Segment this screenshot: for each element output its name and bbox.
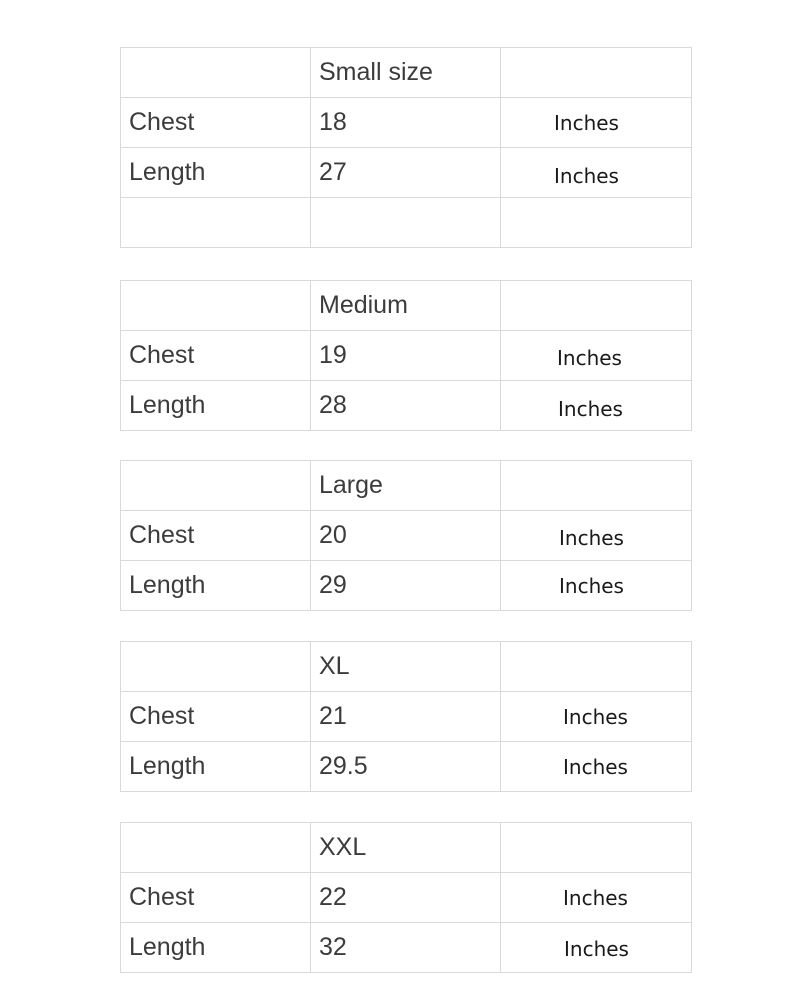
header-empty-cell <box>501 642 692 692</box>
row-unit: Inches <box>563 885 628 910</box>
row-value: 29.5 <box>311 742 501 792</box>
row-label: Chest <box>121 98 311 148</box>
table-row-chest <box>121 873 692 923</box>
row-unit: Inches <box>558 396 623 421</box>
table-row-length <box>121 923 692 973</box>
row-label: Chest <box>121 511 311 561</box>
row-unit: Inches <box>557 345 622 370</box>
table-row-length <box>121 742 692 792</box>
row-label: Length <box>121 742 311 792</box>
row-label: Length <box>121 923 311 973</box>
table-row-length <box>121 561 692 611</box>
size-table-xxl <box>120 822 692 973</box>
row-value: 29 <box>311 561 501 611</box>
table-row-chest <box>121 331 692 381</box>
header-empty-cell <box>121 281 311 331</box>
table-row-chest <box>121 98 692 148</box>
row-value: 28 <box>311 381 501 431</box>
row-unit: Inches <box>563 704 628 729</box>
size-name: XXL <box>311 823 501 873</box>
table-row-chest <box>121 511 692 561</box>
empty-cell <box>311 198 501 248</box>
row-value: 27 <box>311 148 501 198</box>
header-empty-cell <box>121 48 311 98</box>
table-row-length <box>121 381 692 431</box>
row-value: 32 <box>311 923 501 973</box>
header-empty-cell <box>501 461 692 511</box>
header-empty-cell <box>121 823 311 873</box>
header-empty-cell <box>501 823 692 873</box>
row-label: Chest <box>121 692 311 742</box>
row-label: Length <box>121 561 311 611</box>
row-label: Chest <box>121 873 311 923</box>
empty-cell <box>121 198 311 248</box>
header-empty-cell <box>121 642 311 692</box>
header-empty-cell <box>501 281 692 331</box>
size-name: Medium <box>311 281 501 331</box>
row-unit: Inches <box>554 110 619 135</box>
size-table-medium <box>120 280 692 431</box>
table-header-row <box>121 642 692 692</box>
row-value: 21 <box>311 692 501 742</box>
header-empty-cell <box>121 461 311 511</box>
row-value: 19 <box>311 331 501 381</box>
row-label: Length <box>121 148 311 198</box>
row-value: 20 <box>311 511 501 561</box>
empty-cell <box>501 198 692 248</box>
table-row-empty <box>121 198 692 248</box>
size-name: Large <box>311 461 501 511</box>
row-unit: Inches <box>559 525 624 550</box>
size-table-xl <box>120 641 692 792</box>
row-unit: Inches <box>554 163 619 188</box>
size-name: Small size <box>311 48 501 98</box>
row-unit: Inches <box>559 573 624 598</box>
table-row-length <box>121 148 692 198</box>
header-empty-cell <box>501 48 692 98</box>
table-header-row <box>121 823 692 873</box>
size-table-small <box>120 47 692 248</box>
table-header-row <box>121 281 692 331</box>
row-unit: Inches <box>563 754 628 779</box>
row-label: Chest <box>121 331 311 381</box>
size-name: XL <box>311 642 501 692</box>
size-table-large <box>120 460 692 611</box>
table-header-row <box>121 48 692 98</box>
row-value: 18 <box>311 98 501 148</box>
table-row-chest <box>121 692 692 742</box>
table-header-row <box>121 461 692 511</box>
row-label: Length <box>121 381 311 431</box>
row-unit: Inches <box>564 936 629 961</box>
row-value: 22 <box>311 873 501 923</box>
